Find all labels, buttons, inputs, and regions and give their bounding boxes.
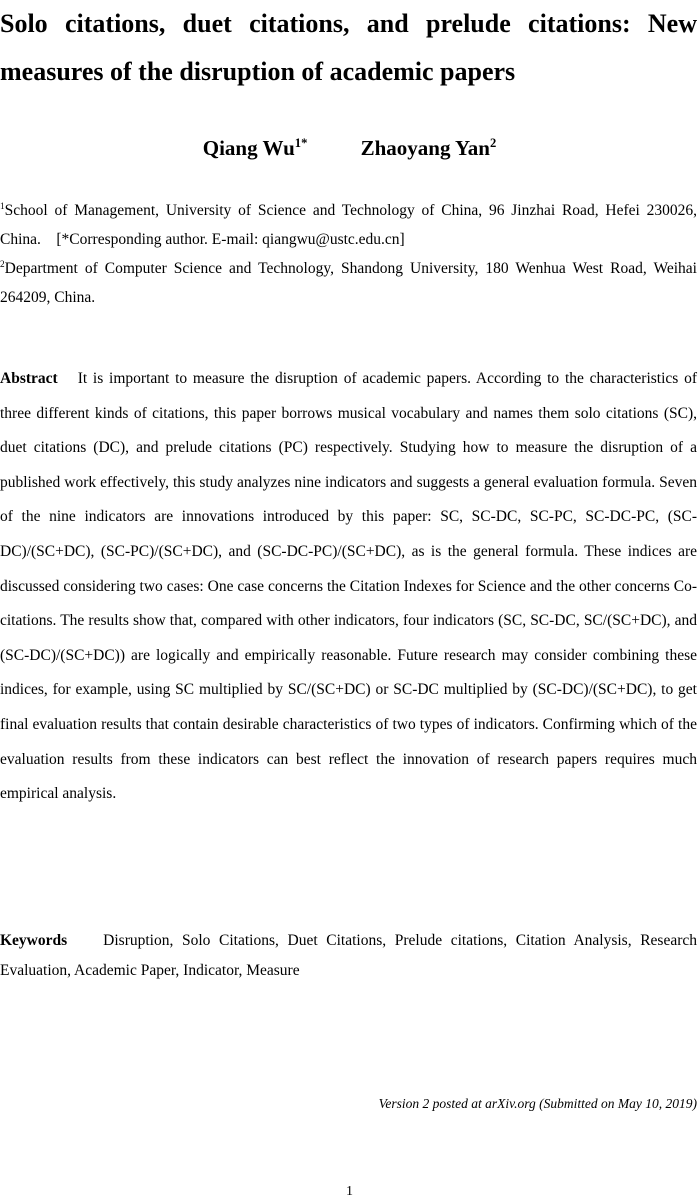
abstract	[0, 362, 697, 812]
version-note: Version 2 posted at arXiv.org (Submitted on May 10, 2019)	[378, 1096, 697, 1111]
affiliation-1	[0, 196, 697, 254]
author	[203, 136, 308, 160]
affiliation-text: Department of Computer Science and Technology, Shandong University, 180 Wenhua West Road, Weihai 264209, China.	[0, 260, 697, 306]
author-sup: 1*	[294, 136, 308, 150]
page-number: 1	[346, 1184, 353, 1199]
affiliation-sup: 1	[0, 201, 5, 212]
affiliation-2	[0, 254, 697, 312]
keywords-text: Disruption, Solo Citations, Duet Citations, Prelude citations, Citation Analysis, Research Evaluation, Academic Paper, Indicator, Measure	[0, 932, 697, 979]
affiliation-sup: 2	[0, 259, 5, 270]
abstract-text: It is important to measure the disruption of academic papers. According to the characteristics of three different kinds of citations, this paper borrows musical vocabulary and names them solo citations (SC), duet citations (DC), and prelude citations (PC) respectively. Studying how to measure the disruption of a published work effectively, this study analyzes nine indicators and suggests a general evaluation formula. Seven of the nine indicators are innovations introduced by this paper: SC, SC-DC, SC-PC, SC-DC-PC, (SC-DC)/(SC+DC), (SC-PC)/(SC+DC), and (SC-DC-PC)/(SC+DC), as is the general formula. These indices are discussed considering two cases: One case concerns the Citation Indexes for Science and the other concerns Co-citations. The results show that, compared with other indicators, four indicators (SC, SC-DC, SC/(SC+DC), and (SC-DC)/(SC+DC)) are logically and empirically reasonable. Future research may consider combining these indices, for example, using SC multiplied by SC/(SC+DC) or SC-DC multiplied by (SC-DC)/(SC+DC), to get final evaluation results that contain desirable characteristics of two types of indicators. Confirming which of the evaluation results from these indicators can best reflect the innovation of research papers requires much empirical analysis.	[0, 370, 697, 803]
author-name: Qiang Wu	[202, 136, 295, 160]
author-list	[0, 136, 699, 161]
author	[361, 136, 497, 160]
author-sup: 2	[489, 136, 497, 150]
abstract-label: Abstract	[0, 370, 58, 387]
affiliation-text: School of Management, University of Science and Technology of China, 96 Jinzhai Road, Hefei 230026, China. [*Corresponding author. E-mail: qiangwu@ustc.edu.cn]	[0, 202, 697, 248]
keywords-label: Keywords	[0, 932, 68, 949]
author-name: Zhaoyang Yan	[360, 136, 490, 160]
paper-title: Solo citations, duet citations, and prelude citations: New measures of the disruption of academic papers	[0, 9, 697, 86]
keywords	[0, 926, 697, 986]
